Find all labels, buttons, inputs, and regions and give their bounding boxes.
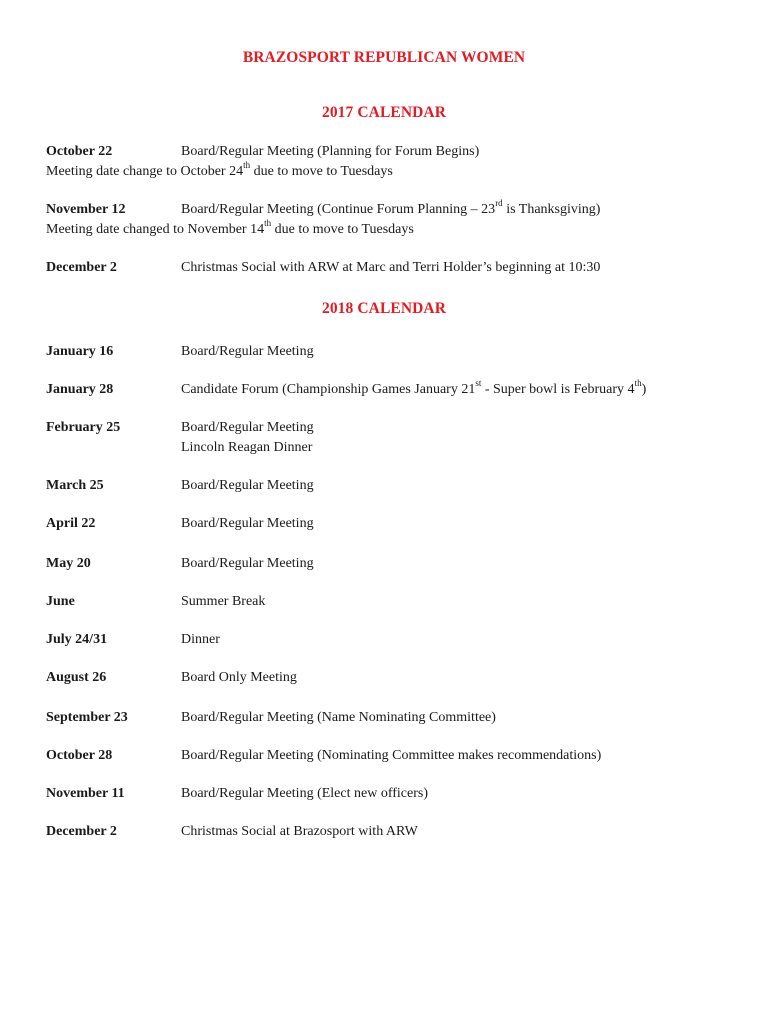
- event-date-mar-25: March 25: [46, 478, 104, 493]
- note-text: due to move to Tuesdays: [250, 164, 393, 179]
- event-desc-oct-28: Board/Regular Meeting (Nominating Committee makes recommendations): [181, 748, 602, 763]
- event-desc-apr-22: Board/Regular Meeting: [181, 516, 314, 531]
- event-note-oct-2017: [46, 160, 393, 181]
- event-desc-feb-25-dinner: Lincoln Reagan Dinner: [181, 440, 313, 455]
- event-desc-aug-26: Board Only Meeting: [181, 670, 297, 685]
- desc-text: is Thanksgiving): [502, 202, 601, 217]
- event-desc-nov-12-2017: [181, 198, 601, 219]
- desc-text: ): [641, 382, 647, 397]
- event-desc-jan-16: Board/Regular Meeting: [181, 344, 314, 359]
- event-date-feb-25: February 25: [46, 420, 121, 435]
- event-desc-mar-25: Board/Regular Meeting: [181, 478, 314, 493]
- event-date-oct-28: October 28: [46, 748, 113, 763]
- calendar-2018-heading: 2018 CALENDAR: [321, 300, 446, 317]
- event-date-nov-11: November 11: [46, 786, 125, 801]
- event-date-sep-23: September 23: [46, 710, 128, 725]
- ordinal-suffix: th: [264, 218, 272, 229]
- note-text: Meeting date change to October 24: [46, 164, 244, 179]
- event-desc-oct-22-2017: Board/Regular Meeting (Planning for Forum Begins): [181, 144, 480, 159]
- desc-text: - Super bowl is February 4: [481, 382, 635, 397]
- event-desc-may-20: Board/Regular Meeting: [181, 556, 314, 571]
- event-desc-nov-11: Board/Regular Meeting (Elect new officers): [181, 786, 428, 801]
- note-text: Meeting date changed to November 14: [46, 222, 265, 237]
- event-date-oct-22-2017: October 22: [46, 144, 113, 159]
- event-desc-dec-2-2017: Christmas Social with ARW at Marc and Terri Holder’s beginning at 10:30: [181, 260, 601, 275]
- desc-text: Board/Regular Meeting (Continue Forum Planning – 23: [181, 202, 496, 217]
- event-desc-jan-28: [181, 378, 647, 399]
- ordinal-suffix: st: [475, 378, 482, 389]
- ordinal-suffix: th: [634, 378, 642, 389]
- event-desc-feb-25: Board/Regular Meeting: [181, 420, 314, 435]
- event-date-may-20: May 20: [46, 556, 91, 571]
- event-desc-july: Dinner: [181, 632, 220, 647]
- note-text: due to move to Tuesdays: [271, 222, 414, 237]
- ordinal-suffix: rd: [495, 198, 503, 209]
- event-date-july: July 24/31: [46, 632, 108, 647]
- document-title: BRAZOSPORT REPUBLICAN WOMEN: [242, 49, 526, 66]
- ordinal-suffix: th: [243, 160, 251, 171]
- calendar-2017-heading: 2017 CALENDAR: [321, 104, 446, 121]
- event-date-dec-2-2017: December 2: [46, 260, 117, 275]
- event-date-nov-12-2017: November 12: [46, 202, 126, 217]
- event-note-nov-2017: [46, 218, 414, 239]
- event-date-jan-16: January 16: [46, 344, 114, 359]
- event-desc-sep-23: Board/Regular Meeting (Name Nominating Committee): [181, 710, 496, 725]
- event-date-dec-2-2018: December 2: [46, 824, 117, 839]
- event-date-june: June: [46, 594, 75, 609]
- event-date-jan-28: January 28: [46, 382, 114, 397]
- desc-text: Candidate Forum (Championship Games January 21: [181, 382, 476, 397]
- event-desc-june: Summer Break: [181, 594, 266, 609]
- event-date-aug-26: August 26: [46, 670, 107, 685]
- event-date-apr-22: April 22: [46, 516, 96, 531]
- event-desc-dec-2-2018: Christmas Social at Brazosport with ARW: [181, 824, 418, 839]
